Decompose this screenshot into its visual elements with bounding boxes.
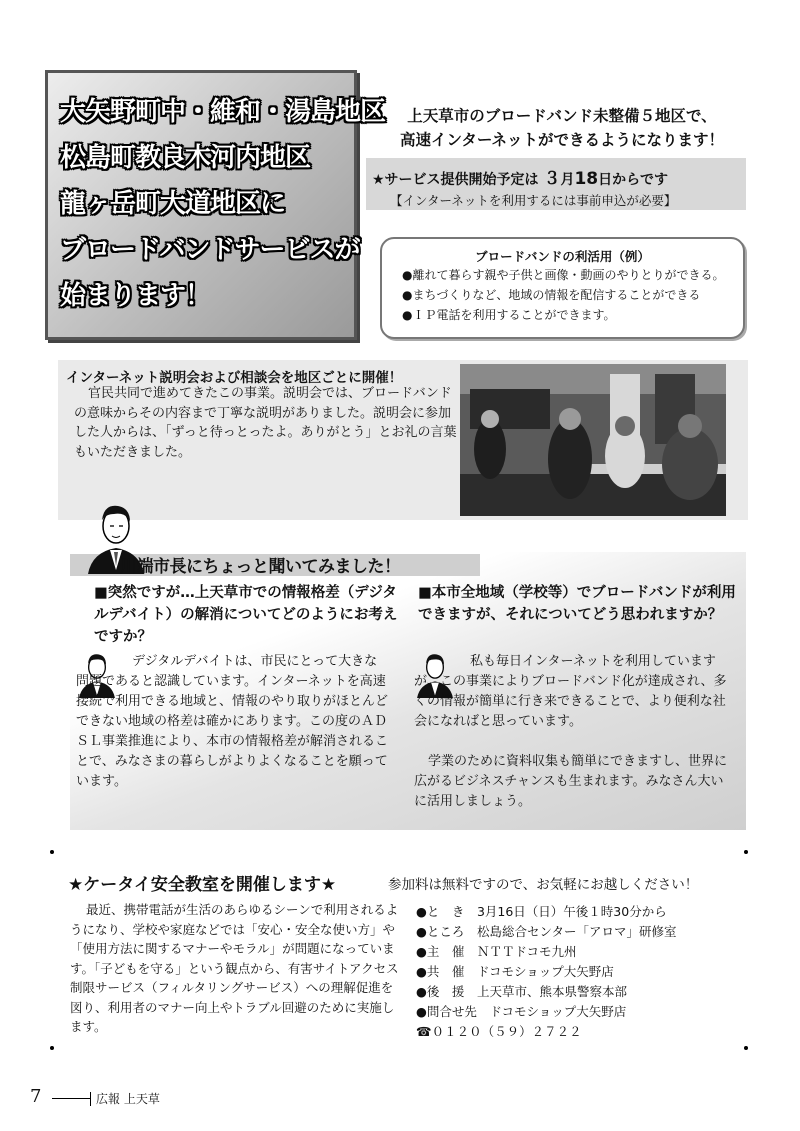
corner-dot xyxy=(744,1046,748,1050)
info-value: ０１２０（５９）２７２２ xyxy=(431,1024,582,1039)
corner-dot xyxy=(50,1046,54,1050)
info-value: ドコモショップ大矢野店 xyxy=(489,1004,627,1019)
info-row xyxy=(416,1002,736,1022)
answer-2b: 学業のために資料収集も簡単にできますし、世界に広がるビジネスチャンスも生まれます。みなさん大いに活用しましょう。 xyxy=(414,754,728,809)
corner-dot xyxy=(50,850,54,854)
lead-line: 高速インターネットができるようになります！ xyxy=(399,131,725,149)
usage-item: ●離れて暮らす親や子供と画像・動画のやりとりができる。 xyxy=(402,268,725,282)
corner-dot xyxy=(744,850,748,854)
lead-text xyxy=(372,104,752,152)
usage-title: ブロードバンドの利活用（例） xyxy=(475,249,650,264)
phone-safety-subtitle: 参加料は無料ですので、お気軽にお越しください！ xyxy=(388,877,699,893)
info-row xyxy=(416,942,736,962)
info-label: ●と き xyxy=(416,904,465,919)
info-label: ●共 催 xyxy=(416,964,465,979)
headline-box xyxy=(45,70,386,340)
info-value: ドコモショップ大矢野店 xyxy=(476,964,614,979)
footer-rule xyxy=(52,1098,90,1099)
usage-item: ●ＩＰ電話を利用することができます。 xyxy=(402,308,616,322)
info-label: ●主 催 xyxy=(416,944,465,959)
info-label: ●問合せ先 xyxy=(416,1004,477,1019)
event-info-list xyxy=(416,902,736,1042)
usage-box xyxy=(380,237,745,339)
info-value: 松島総合センター「アロマ」研修室 xyxy=(476,924,677,939)
service-prefix: ★サービス提供開始予定は xyxy=(372,172,539,188)
info-value: ＮＴＴドコモ九州 xyxy=(476,944,577,959)
meeting-title: インターネット説明会および相談会を地区ごとに開催！ xyxy=(66,370,403,386)
info-value: 上天草市、熊本県警察本部 xyxy=(476,984,627,999)
service-suffix: 日からです xyxy=(598,172,668,188)
phone-icon: ☎ xyxy=(416,1024,432,1039)
page-number: 7 xyxy=(30,1086,42,1107)
info-row xyxy=(416,922,736,942)
service-month: ３ xyxy=(543,169,561,189)
headline-line: 龍ヶ岳町大道地区に xyxy=(60,189,286,219)
publication-name: 広報 上天草 xyxy=(96,1092,160,1106)
service-start-box xyxy=(366,158,746,210)
answer-1: デジタルデバイトは、市民にとって大きな問題であると認識しています。インターネットを高速接続で利用できる地域と、情報のやり取りがほとんどできない地域の格差は確かにあります。この度のＡＤＳＬ事業推進により、本市の情報格差が解消されることで、みなさまの暮らしがよりよくなることを願っています。 xyxy=(76,654,389,789)
info-value: 3月16日（日）午後１時30分から xyxy=(476,904,667,919)
info-row xyxy=(416,962,736,982)
meeting-photo xyxy=(460,364,726,516)
info-row xyxy=(416,1022,736,1042)
lead-line: 上天草市のブロードバンド未整備５地区で、 xyxy=(407,107,717,125)
service-start-line xyxy=(366,158,746,189)
mayor-title: 川端市長にちょっと聞いてみました！ xyxy=(120,557,401,577)
question-1: ■突然ですが…上天草市での情報格差（デジタルデバイト）の解消についてどのようにお考えですか？ xyxy=(94,585,398,645)
info-row xyxy=(416,902,736,922)
question-2: ■本市全地域（学校等）でブロードバンドが利用できますが、それについてどう思われますか？ xyxy=(418,585,736,623)
phone-safety-body: 最近、携帯電話が生活のあらゆるシーンで利用されるようになり、学校や家庭などでは「安心・安全な使い方」や「使用方法に関するマナーやモラル」が問題になっています。「子どもを守る」という観点から、有害サイトアクセス制限サービス（フィルタリングサービス）への理解促進を図り、利用者のマナー向上やトラブル回避のために実施します。 xyxy=(70,902,399,1034)
meeting-body: 官民共同で進めてきたこの事業。説明会では、ブロードバンドの意味からその内容まで丁寧な説明がありました。説明会に参加した人からは、「ずっと待っとったよ。ありがとう」とお礼の言葉もいただきました。 xyxy=(74,386,457,460)
application-note: 【インターネットを利用するには事前申込が必要】 xyxy=(390,193,677,208)
headline-line: 大矢野町中・維和・湯島地区 xyxy=(60,97,386,127)
headline-line: 始まります！ xyxy=(60,281,211,311)
info-label: ●後 援 xyxy=(416,984,465,999)
answer-2a: 私も毎日インターネットを利用していますが、この事業によりブロードバンド化が達成され、多くの情報が簡単に行き来できることで、より便利な社会になればと思っています。 xyxy=(414,654,727,729)
info-label: ●ところ xyxy=(416,924,465,939)
phone-safety-title: ★ケータイ安全教室を開催します★ xyxy=(68,875,337,895)
headline-line: 松島町教良木河内地区 xyxy=(60,143,311,173)
footer-rule xyxy=(90,1092,91,1106)
headline-line: ブロードバンドサービスが xyxy=(60,235,360,265)
usage-item: ●まちづくりなど、地域の情報を配信することができる xyxy=(402,288,701,302)
info-row xyxy=(416,982,736,1002)
service-month-unit: 月 xyxy=(560,172,575,188)
service-day: 18 xyxy=(574,169,599,189)
